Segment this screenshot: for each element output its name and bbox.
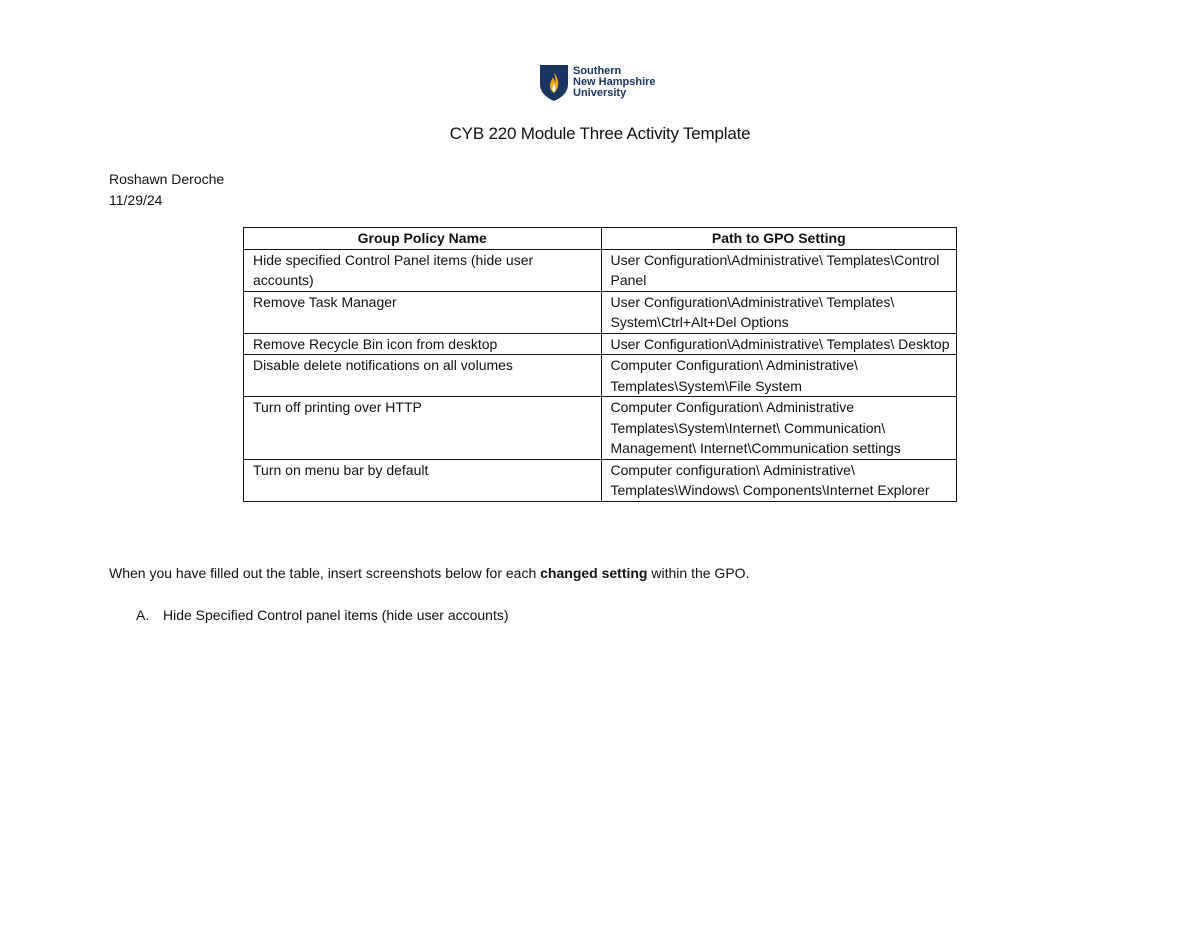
author-date: 11/29/24 [109, 192, 163, 208]
table-row [244, 249, 957, 291]
table-row [244, 333, 957, 355]
shield-flame-icon [539, 64, 569, 102]
policy-path-cell: Computer configuration\ Administrative\ Templates\Windows\ Components\Internet Explorer [601, 459, 957, 501]
list-item-text: Hide Specified Control panel items (hide user accounts) [163, 607, 509, 623]
policy-path-cell: User Configuration\Administrative\ Templates\ Desktop [601, 333, 957, 355]
policy-name-cell: Disable delete notifications on all volumes [244, 355, 602, 397]
instructions-text-before: When you have filled out the table, insert screenshots below for each [109, 565, 541, 581]
gpo-table [243, 227, 957, 502]
policy-name-cell: Remove Recycle Bin icon from desktop [244, 333, 602, 355]
instructions-paragraph [109, 563, 749, 583]
author-name: Roshawn Deroche [109, 171, 225, 187]
document-title: CYB 220 Module Three Activity Template [449, 124, 751, 143]
policy-path-cell: User Configuration\Administrative\ Templates\Control Panel [601, 249, 957, 291]
logo-line-1: Southern [573, 65, 622, 77]
table-header-row [244, 228, 957, 250]
policy-name-cell: Turn on menu bar by default [244, 459, 602, 501]
policy-path-cell: User Configuration\Administrative\ Templates\ System\Ctrl+Alt+Del Options [601, 291, 957, 333]
policy-path-cell: Computer Configuration\ Administrative Templates\System\Internet\ Communication\ Management\ Internet\Communication settings [601, 397, 957, 460]
policy-name-cell: Turn off printing over HTTP [244, 397, 602, 460]
author-block [109, 169, 224, 211]
policy-path-cell: Computer Configuration\ Administrative\ Templates\System\File System [601, 355, 957, 397]
list-item [136, 605, 509, 625]
list-marker: A. [136, 607, 150, 623]
policy-name-cell: Remove Task Manager [244, 291, 602, 333]
header-path-to-gpo-setting: Path to GPO Setting [601, 228, 957, 250]
logo-line-3: University [573, 87, 627, 99]
table-row [244, 291, 957, 333]
table-row [244, 459, 957, 501]
university-logo [539, 64, 679, 104]
logo-wordmark [573, 66, 656, 99]
instructions-text-after: within the GPO. [647, 565, 750, 581]
table-row [244, 355, 957, 397]
instructions-text-bold: changed setting [540, 565, 648, 581]
table-row [244, 397, 957, 460]
policy-name-cell: Hide specified Control Panel items (hide user accounts) [244, 249, 602, 291]
logo-line-2: New Hampshire [573, 76, 656, 88]
header-group-policy-name: Group Policy Name [244, 228, 602, 250]
